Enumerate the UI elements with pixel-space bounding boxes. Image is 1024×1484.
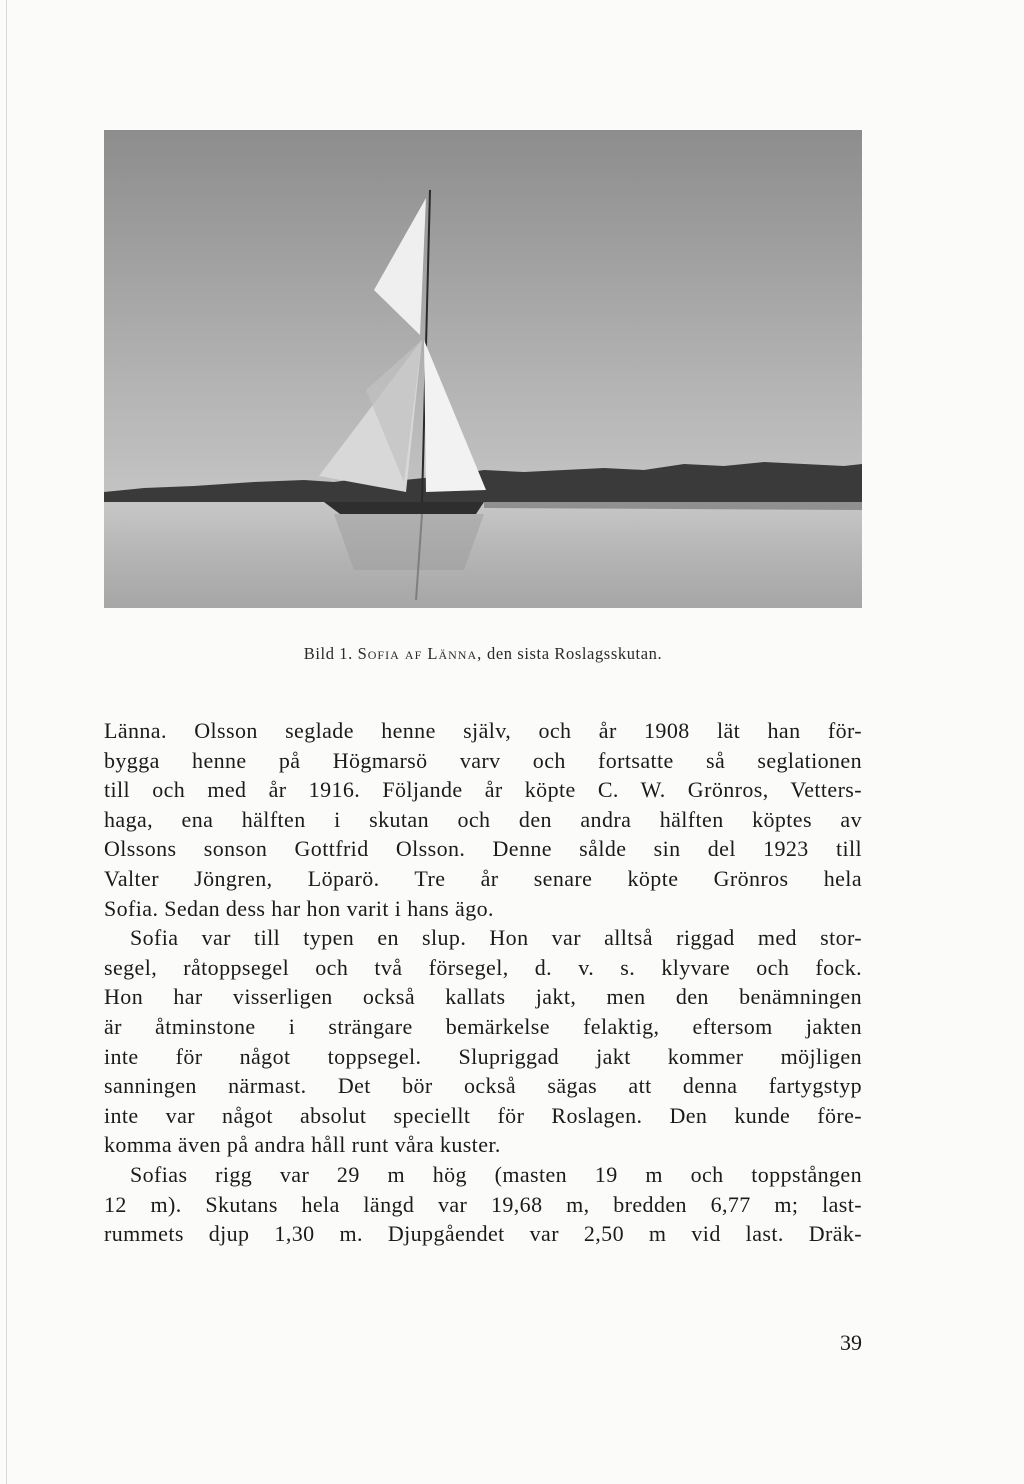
text-line: Sofias rigg var 29 m hög (masten 19 m och toppstången <box>130 1161 862 1187</box>
text-line: rummets djup 1,30 m. Djupgåendet var 2,50 m vid last. Dräk- <box>104 1221 862 1247</box>
text-line: sanningen närmast. Det bör också sägas att denna fartygstyp <box>104 1073 862 1099</box>
page-number: 39 <box>840 1330 862 1355</box>
page-edge <box>6 0 7 1484</box>
text-line: segel, råtoppsegel och två försegel, d. v. s. klyvare och fock. <box>104 954 862 980</box>
caption-suffix: den sista Roslagsskutan. <box>486 644 663 663</box>
text-line: inte för något toppsegel. Slupriggad jakt kommer möjligen <box>104 1043 862 1069</box>
sailboat-photo-icon <box>104 130 862 608</box>
text-line: till och med år 1916. Följande år köpte C. W. Grönros, Vetters- <box>104 777 862 803</box>
text-line: Hon har visserligen också kallats jakt, men den benämningen <box>104 984 862 1010</box>
body-text <box>104 716 862 1249</box>
text-line: bygga henne på Högmarsö varv och fortsatte så seglationen <box>104 747 862 773</box>
caption-prefix: Bild 1. <box>303 644 353 663</box>
text-line: Länna. Olsson seglade henne själv, och år 1908 lät han för- <box>104 718 862 743</box>
text-line: är åtminstone i strängare bemärkelse felaktig, eftersom jakten <box>104 1013 862 1039</box>
text-line: komma även på andra håll runt våra kuster. <box>104 1132 501 1158</box>
text-line: Sofia var till typen en slup. Hon var alltså riggad med stor- <box>130 925 862 951</box>
figure-caption <box>104 644 862 664</box>
text-line: Valter Jöngren, Löparö. Tre år senare köpte Grönros hela <box>104 865 862 891</box>
text-line: haga, ena hälften i skutan och den andra hälften köptes av <box>104 806 862 832</box>
text-line: Olssons sonson Gottfrid Olsson. Denne sålde sin del 1923 till <box>104 836 862 862</box>
text-line: Sofia. Sedan dess har hon varit i hans ägo. <box>104 895 494 921</box>
caption-ship-name: Sofia af Länna, <box>357 644 483 663</box>
text-line: inte var något absolut speciellt för Roslagen. Den kunde före- <box>104 1102 862 1128</box>
text-line: 12 m). Skutans hela längd var 19,68 m, bredden 6,77 m; last- <box>104 1191 862 1217</box>
sailboat-photograph <box>104 130 862 608</box>
